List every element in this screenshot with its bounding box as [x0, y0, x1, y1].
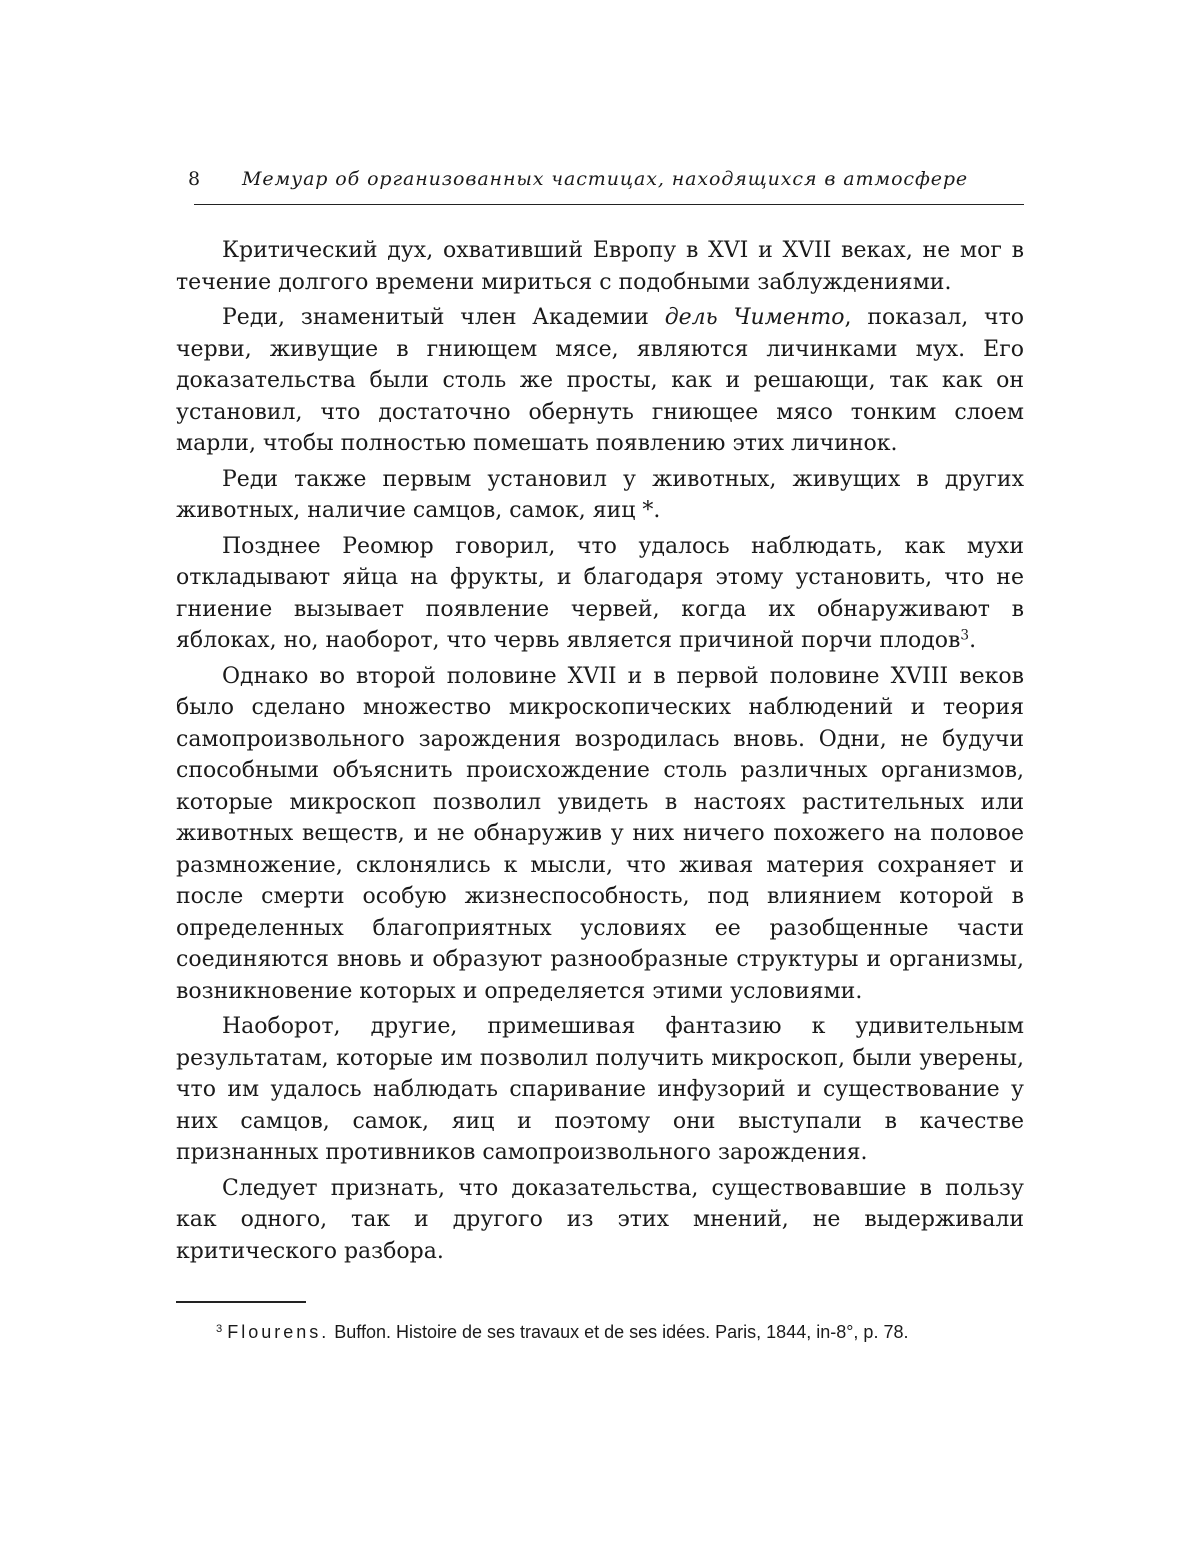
paragraph-3: Реди также первым установил у животных, живущих в других животных, наличие самцов, самок, яиц *. — [176, 464, 1024, 527]
paragraph-7: Следует признать, что доказательства, существовавшие в пользу как одного, так и другого из этих мнений, не выдерживали критического разбора. — [176, 1173, 1024, 1268]
running-title: Мемуар об организованных частицах, находящихся в атмосфере — [242, 168, 968, 190]
paragraph-4-text: Позднее Реомюр говорил, что удалось наблюдать, как мухи откладывают яйца на фрукты, и благодаря этому установить, что не гниение вызывает появление червей, когда их обнаруживают в яблоках, но, наоборот, что червь является причиной порчи плодов — [176, 534, 1024, 654]
paragraph-6: Наоборот, другие, примешивая фантазию к удивительным результатам, которые им позволил получить микроскоп, были уверены, что им удалось наблюдать спаривание инфузорий и существование у них самцов, самок, яиц и поэтому они выступали в качестве признанных противников самопроизвольного зарождения. — [176, 1011, 1024, 1169]
footnote-text: Buffon. Histoire de ses travaux et de ses idées. Paris, 1844, in-8°, p. 78. — [329, 1322, 908, 1342]
footnote-rule — [176, 1301, 306, 1303]
footnote-author: Flourens. — [227, 1322, 329, 1342]
footnote-marker: 3 — [216, 1323, 222, 1335]
paragraph-2 — [176, 302, 1024, 460]
paragraph-2-rest: , показал, что черви, живущие в гниющем мясе, являются личинками мух. Его доказательства были столь же просты, как и решающи, так как он установил, что достаточно обернуть гниющее мясо тонким слоем марли, чтобы полностью помешать появлению этих личинок. — [176, 305, 1024, 456]
paragraph-4 — [176, 531, 1024, 657]
book-page — [176, 168, 1024, 1347]
page-number: 8 — [176, 168, 242, 190]
body-text — [176, 235, 1024, 1267]
paragraph-1: Критический дух, охвативший Европу в XVI и XVII веках, не мог в течение долгого времени мириться с подобными заблуждениями. — [176, 235, 1024, 298]
academy-name: дель Чименто — [665, 305, 845, 330]
paragraph-2-start: Реди, знаменитый член Академии — [222, 305, 665, 330]
running-header — [176, 168, 1024, 202]
footnote-reference: 3 — [960, 628, 969, 644]
paragraph-5: Однако во второй половине XVII и в первой половине XVIII веков было сделано множество микроскопических наблюдений и теория самопроизвольного зарождения возродилась вновь. Одни, не будучи способными объяснить происхождение столь различных организмов, которые микроскоп позволил увидеть в настоях растительных или животных веществ, и не обнаружив у них ничего похожего на половое размножение, склонялись к мысли, что живая материя сохраняет и после смерти особую жизнеспособность, под влиянием которой в определенных благоприятных условиях ее разобщенные части соединяются вновь и образуют разнообразные структуры и организмы, возникновение которых и определяется этими условиями. — [176, 661, 1024, 1008]
header-rule — [194, 204, 1024, 205]
paragraph-4-end: . — [969, 628, 976, 653]
footnote — [176, 1317, 1024, 1347]
